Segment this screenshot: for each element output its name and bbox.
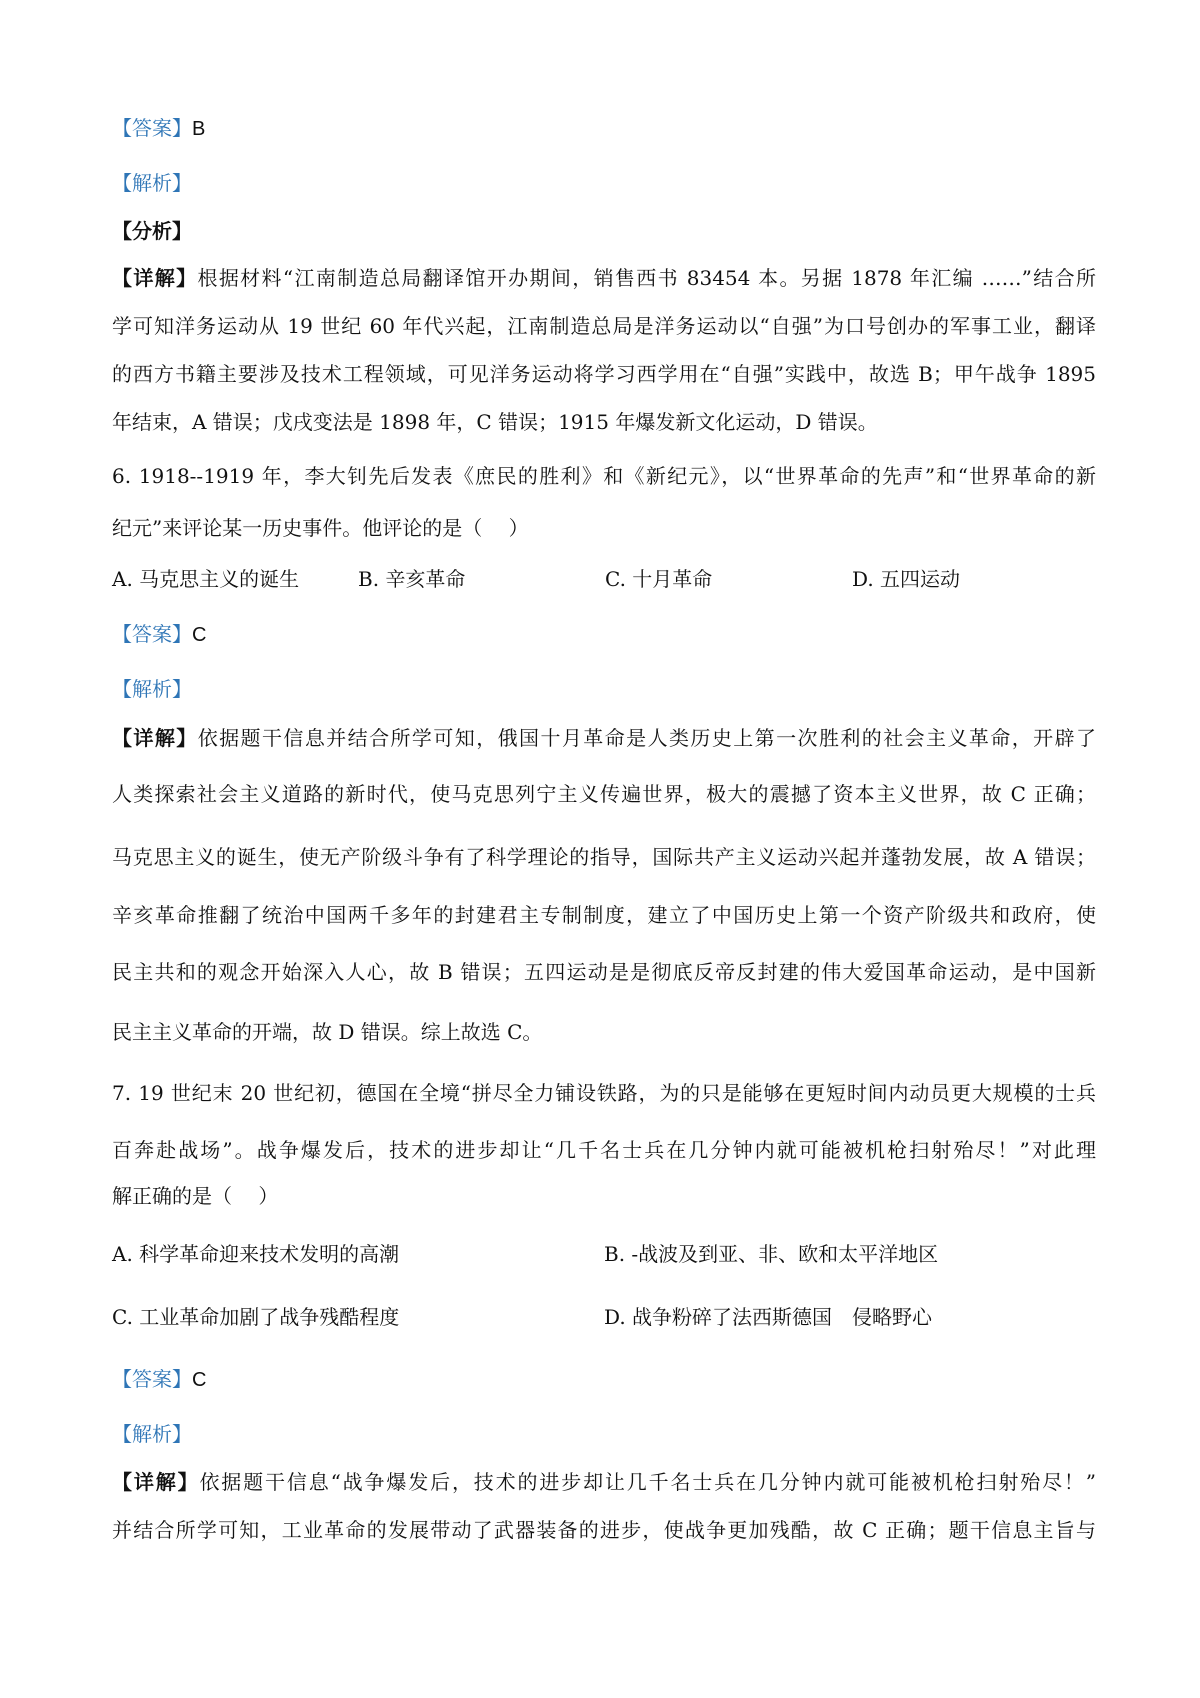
q7-detail-line-2: 并结合所学可知，工业革命的发展带动了武器装备的进步，使战争更加残酷，故 C 正确；题干信息主旨与 [112,1518,1096,1542]
answer-label: 【答案】 [112,622,192,646]
detail-label: 【详解】 [112,1470,200,1494]
answer-value: C [192,624,207,646]
q6-detail-line-6: 民主主义革命的开端，故 D 错误。综上故选 C。 [112,1020,543,1044]
q7-stem-line-1: 7. 19 世纪末 20 世纪初，德国在全境“拼尽全力铺设铁路，为的只是能够在更短时间内动员更大规模的士兵 [112,1081,1096,1105]
q7-answer [112,1363,206,1392]
q6-option-d: D. 五四运动 [852,567,961,591]
answer-label: 【答案】 [112,116,192,140]
q7-analysis-label: 【解析】 [112,1422,192,1446]
q6-stem-line-1: 6. 1918--1919 年，李大钊先后发表《庶民的胜利》和《新纪元》，以“世界革命的先声”和“世界革命的新 [112,464,1096,488]
q7-stem-line-3: 解正确的是（ ） [112,1184,279,1208]
q7-option-b: B. -战波及到亚、非、欧和太平洋地区 [604,1242,939,1266]
q5-analysis-label: 【解析】 [112,171,192,195]
q7-option-c: C. 工业革命加剧了战争残酷程度 [112,1305,400,1329]
q5-detail-line-1: 【详解】根据材料“江南制造总局翻译馆开办期间，销售西书 83454 本。另据 1878 年汇编 ……”结合所 [112,266,1096,290]
q6-answer [112,618,206,647]
q5-detail-line-4: 年结束，A 错误；戊戌变法是 1898 年，C 错误；1915 年爆发新文化运动，D 错误。 [112,410,878,434]
q7-option-d: D. 战争粉碎了法西斯德国 侵略野心 [604,1305,933,1329]
q5-detail-line-3: 的西方书籍主要涉及技术工程领域，可见洋务运动将学习西学用在“自强”实践中，故选 B；甲午战争 1895 [112,362,1096,386]
answer-label: 【答案】 [112,1367,192,1391]
q6-analysis-label: 【解析】 [112,677,192,701]
q7-stem-line-2: 百奔赴战场”。战争爆发后，技术的进步却让“几千名士兵在几分钟内就可能被机枪扫射殆尽！”对此理 [112,1138,1096,1162]
q6-stem-line-2: 纪元”来评论某一历史事件。他评论的是（ ） [112,516,529,540]
q6-detail-line-5: 民主共和的观念开始深入人心，故 B 错误；五四运动是是彻底反帝反封建的伟大爱国革命运动，是中国新 [112,960,1096,984]
q5-fenxi-label: 【分析】 [112,219,192,243]
q6-detail-line-2: 人类探索社会主义道路的新时代，使马克思列宁主义传遍世界，极大的震撼了资本主义世界，故 C 正确； [112,782,1096,806]
q7-option-a: A. 科学革命迎来技术发明的高潮 [112,1242,400,1266]
detail-label: 【详解】 [112,266,198,290]
q5-answer [112,112,205,141]
detail-label: 【详解】 [112,726,198,750]
answer-value: B [192,118,206,140]
q6-option-b: B. 辛亥革命 [358,567,466,591]
answer-value: C [192,1369,207,1391]
q7-detail-line-1: 【详解】依据题干信息“战争爆发后，技术的进步却让几千名士兵在几分钟内就可能被机枪扫射殆尽！” [112,1470,1097,1494]
q6-option-a: A. 马克思主义的诞生 [112,567,300,591]
q6-detail-line-3: 马克思主义的诞生，使无产阶级斗争有了科学理论的指导，国际共产主义运动兴起并蓬勃发展，故 A 错误； [112,845,1096,869]
q6-detail-line-1: 【详解】依据题干信息并结合所学可知，俄国十月革命是人类历史上第一次胜利的社会主义革命，开辟了 [112,726,1097,750]
q6-option-c: C. 十月革命 [605,567,713,591]
q5-detail-line-2: 学可知洋务运动从 19 世纪 60 年代兴起，江南制造总局是洋务运动以“自强”为口号创办的军事工业，翻译 [112,314,1096,338]
q6-detail-line-4: 辛亥革命推翻了统治中国两千多年的封建君主专制制度，建立了中国历史上第一个资产阶级共和政府，使 [112,903,1096,927]
